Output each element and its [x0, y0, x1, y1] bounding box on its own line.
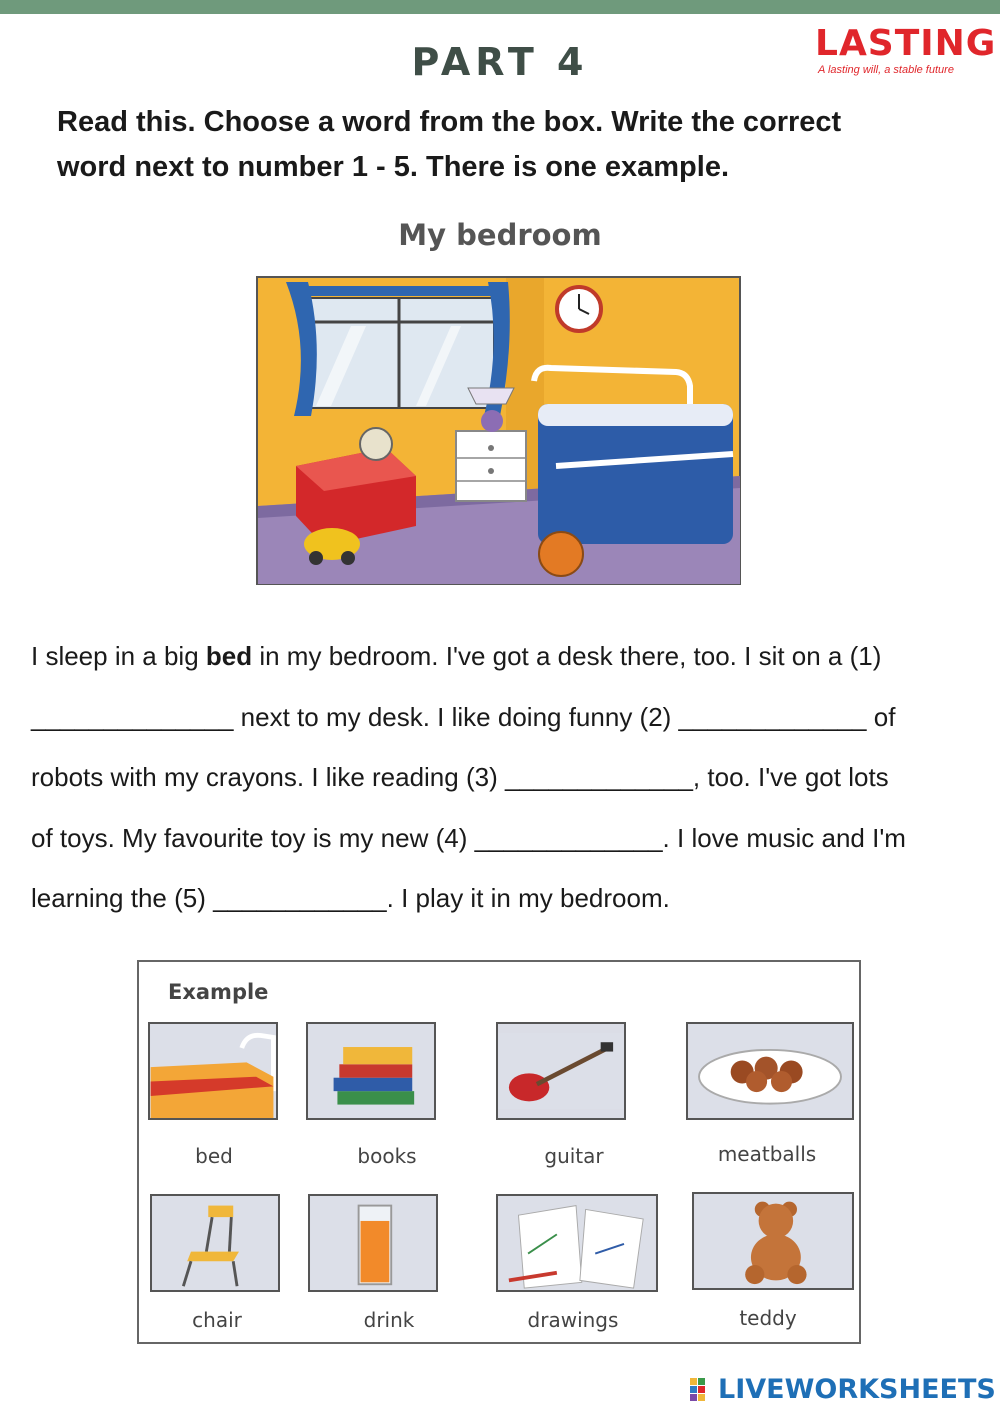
word-books: books	[357, 1144, 417, 1168]
instructions-line-1: Read this. Choose a word from the box. Write the correct	[57, 106, 842, 138]
liveworksheets-wordmark: LIVEWORKSHEETS	[718, 1374, 996, 1405]
passage-line-2: ______________ next to my desk. I like doing funny (2) _____________ of	[31, 701, 896, 732]
liveworksheets-icon	[690, 1378, 714, 1402]
chair-picture	[150, 1194, 280, 1292]
guitar-picture	[496, 1022, 626, 1120]
instructions-line-2: word next to number 1 - 5. There is one example.	[57, 151, 729, 183]
instructions	[57, 100, 957, 190]
page-title: PART 4	[411, 40, 589, 84]
meatballs-picture	[686, 1022, 854, 1120]
bedroom-illustration	[256, 276, 741, 585]
word-bed: bed	[195, 1144, 233, 1168]
word-drawings: drawings	[527, 1308, 619, 1332]
word-teddy: teddy	[739, 1306, 797, 1330]
top-accent-bar	[0, 0, 1000, 14]
passage-line-4: of toys. My favourite toy is my new (4) _____________. I love music and I'm	[31, 822, 906, 853]
drawings-picture	[496, 1194, 658, 1292]
example-answer: bed	[205, 641, 253, 671]
reading-passage	[31, 626, 981, 929]
logo-wordmark: LASTING	[815, 23, 997, 64]
passage-line-1	[31, 626, 981, 687]
passage-line-5: learning the (5) ____________. I play it in my bedroom.	[31, 883, 670, 913]
liveworksheets-logo	[690, 1374, 996, 1406]
lasting-logo	[815, 24, 995, 76]
example-label: Example	[168, 980, 269, 1004]
teddy-picture	[692, 1192, 854, 1290]
drink-picture	[308, 1194, 438, 1292]
word-guitar: guitar	[544, 1144, 604, 1168]
books-picture	[306, 1022, 436, 1120]
word-meatballs: meatballs	[717, 1142, 817, 1166]
logo-tagline: A lasting will, a stable future	[818, 64, 954, 76]
passage-text: I sleep in a big	[31, 641, 206, 671]
bed-picture	[148, 1022, 278, 1120]
word-drink: drink	[363, 1308, 415, 1332]
picture-title: My bedroom	[398, 218, 602, 252]
word-chair: chair	[192, 1308, 242, 1332]
passage-text: in my bedroom. I've got a desk there, too. I sit on a (1)	[252, 641, 882, 671]
passage-line-3: robots with my crayons. I like reading (3) _____________, too. I've got lots	[31, 762, 889, 792]
